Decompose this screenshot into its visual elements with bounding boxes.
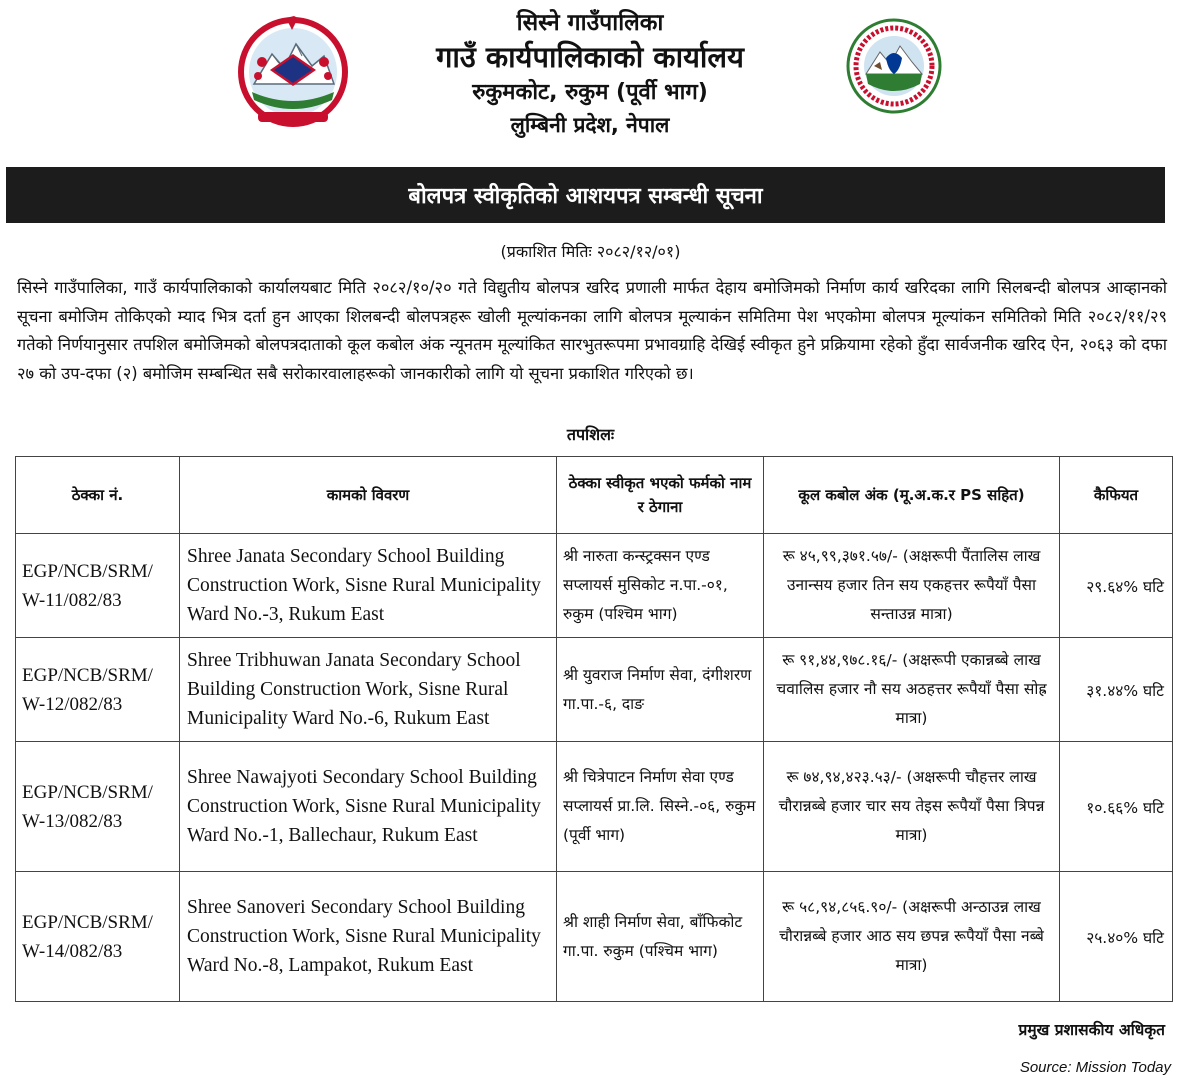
office-location: रुकुमकोट, रुकुम (पूर्वी भाग) (472, 80, 708, 106)
office-name: गाउँ कार्यपालिकाको कार्यालय (436, 39, 744, 74)
bid-amount: रू ७४,९४,४२३.५३/- (अक्षरूपी चौहत्तर लाख चौरान्नब्बे हजार चार सय तेइस रूपैयाँ पैसा त्रिपन्न मात्रा) (764, 742, 1060, 872)
schedule-label: तपशिलः (566, 425, 615, 444)
contract-no: EGP/NCB/SRM/ W-13/082/83 (16, 742, 180, 872)
work-description: Shree Tribhuwan Janata Secondary School Building Construction Work, Sisne Rural Municipality Ward No.-6, Rukum East (180, 638, 557, 742)
province-country: लुम्बिनी प्रदेश, नेपाल (510, 112, 670, 137)
table-row (16, 534, 1173, 638)
firm-name-address: श्री शाही निर्माण सेवा, बाँफिकोट गा.पा. रुकुम (पश्चिम भाग) (557, 872, 764, 1002)
firm-name-address: श्री चित्रेपाटन निर्माण सेवा एण्ड सप्लायर्स प्रा.लि. सिस्ने.-०६, रुकुम (पूर्वी भाग) (557, 742, 764, 872)
firm-name-address: श्री युवराज निर्माण सेवा, दंगीशरण गा.पा.-६, दाङ (557, 638, 764, 742)
remarks: ३१.४४% घटि (1060, 638, 1173, 742)
remarks: २९.६४% घटि (1060, 534, 1173, 638)
header-firm: ठेक्का स्वीकृत भएको फर्मको नाम र ठेगाना (557, 457, 764, 534)
signatory-title: प्रमुख प्रशासकीय अधिकृत (1018, 1021, 1165, 1039)
sisne-rural-municipality-seal-icon (846, 18, 942, 114)
table-row (16, 638, 1173, 742)
table-row (16, 742, 1173, 872)
published-date: (प्रकाशित मितिः २०८२/१२/०१) (500, 242, 681, 261)
header-contract-no: ठेक्का नं. (16, 457, 180, 534)
work-description: Shree Nawajyoti Secondary School Building Construction Work, Sisne Rural Municipality Ward No.-1, Ballechaur, Rukum East (180, 742, 557, 872)
source-credit: Source: Mission Today (1019, 1059, 1171, 1076)
bid-amount: रू ५८,९४,८५६.९०/- (अक्षरूपी अन्ठाउन्न लाख चौरान्नब्बे हजार आठ सय छपन्न रूपैयाँ पैसा नब्बे मात्रा) (764, 872, 1060, 1002)
notice-title: बोलपत्र स्वीकृतिको आशयपत्र सम्बन्धी सूचना (408, 184, 763, 209)
contract-no: EGP/NCB/SRM/ W-14/082/83 (16, 872, 180, 1002)
notice-body: सिस्ने गाउँपालिका, गाउँ कार्यपालिकाको कार्यालयबाट मिति २०८२/१०/२० गते विद्युतीय बोलपत्र खरिद प्रणाली मार्फत देहाय बमोजिमको निर्माण कार्य खरिदका लागि सिलबन्दी बोलपत्र आव्हानको सूचना बमोजिम तोकिएको म्याद भित्र दर्ता हुन आएका शिलबन्दी बोलपत्रहरू खोली मूल्यांकनका लागि बोलपत्र मूल्याकंन समितिमा पेश भएकोमा बोलपत्र मूल्यांकन समितिको मिति २०८२/११/२९ गतेको निर्णयानुसार तपशिल बमोजिमको बोलपत्रदाताको कूल कबोल अंक न्यूनतम मूल्यांकित सारभुतरूपमा प्रभावग्राहि देखिई स्वीकृत हुने प्रक्रियामा रहेको हुँदा सार्वजनीक खरिद ऐन, २०६३ को दफा २७ को उप-दफा (२) बमोजिम सम्बन्धित सबै सरोकारवालाहरूको जानकारीको लागि यो सूचना प्रकाशित गरिएको छ। (17, 278, 1167, 383)
tender-table (15, 456, 1173, 1002)
contract-no: EGP/NCB/SRM/ W-12/082/83 (16, 638, 180, 742)
work-description: Shree Sanoveri Secondary School Building Construction Work, Sisne Rural Municipality Ward No.-8, Lampakot, Rukum East (180, 872, 557, 1002)
contract-no: EGP/NCB/SRM/ W-11/082/83 (16, 534, 180, 638)
header-remarks: कैफियत (1060, 457, 1173, 534)
bid-amount: रू ४५,९९,३७१.५७/- (अक्षरूपी पैंतालिस लाख उनान्सय हजार तिन सय एकहत्तर रूपैयाँ पैसा सन्ताउन्न मात्रा) (764, 534, 1060, 638)
remarks: १०.६६% घटि (1060, 742, 1173, 872)
header-work-description: कामको विवरण (180, 457, 557, 534)
table-row (16, 872, 1173, 1002)
remarks: २५.४०% घटि (1060, 872, 1173, 1002)
bid-amount: रू ९१,४४,९७८.१६/- (अक्षरूपी एकान्नब्बे लाख चवालिस हजार नौ सय अठहत्तर रूपैयाँ पैसा सोह्र मात्रा) (764, 638, 1060, 742)
municipality-name: सिस्ने गाउँपालिका (516, 10, 664, 36)
firm-name-address: श्री नारुता कन्स्ट्रक्सन एण्ड सप्लायर्स मुसिकोट न.पा.-०१, रुकुम (पश्चिम भाग) (557, 534, 764, 638)
header-amount: कूल कबोल अंक (मू.अ.क.र PS सहित) (764, 457, 1060, 534)
table-header-row (16, 457, 1173, 534)
notice-header (0, 0, 1181, 165)
work-description: Shree Janata Secondary School Building Construction Work, Sisne Rural Municipality Ward No.-3, Rukum East (180, 534, 557, 638)
notice-title-banner (6, 167, 1165, 223)
